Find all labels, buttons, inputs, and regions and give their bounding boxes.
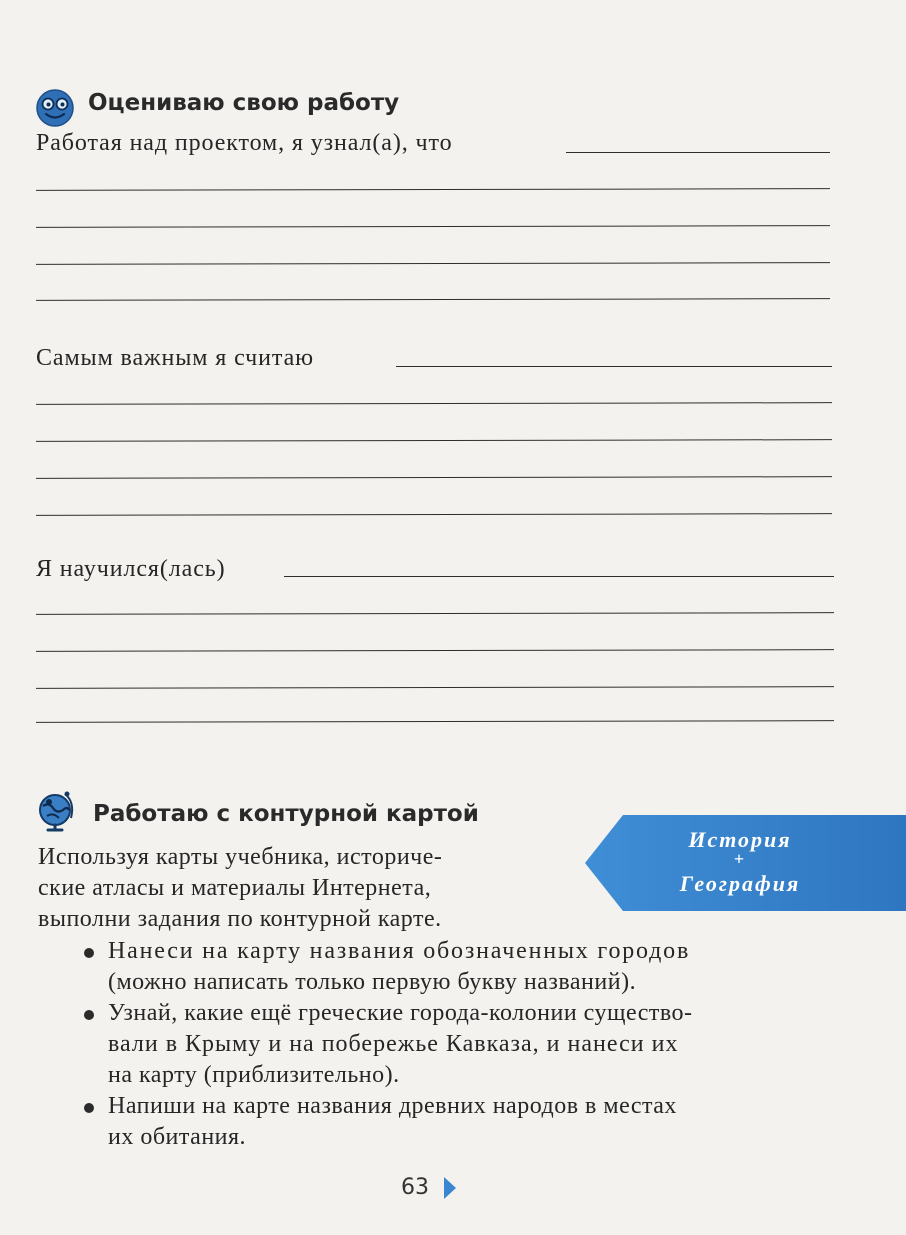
answer-line[interactable] xyxy=(36,686,834,689)
list-item xyxy=(84,1091,677,1153)
answer-line[interactable] xyxy=(284,576,834,577)
smiley-face-icon xyxy=(35,88,75,128)
bullet-dot xyxy=(84,1103,94,1113)
answer-line[interactable] xyxy=(36,225,830,228)
bullet-dot xyxy=(84,1010,94,1020)
prompt-learned-skill: Я научился(лась) xyxy=(36,556,226,582)
bullet-line: (можно написать только первую букву названий). xyxy=(108,969,637,995)
bullet-dot xyxy=(84,948,94,958)
bullet-line: вали в Крыму и на побережье Кавказа, и нанеси их xyxy=(108,1031,679,1057)
subject-badge xyxy=(585,815,906,911)
answer-line[interactable] xyxy=(36,188,830,191)
section2-icon xyxy=(35,788,79,834)
globe-icon xyxy=(35,788,79,834)
list-item xyxy=(84,936,690,998)
answer-line[interactable] xyxy=(566,152,830,153)
section1-icon xyxy=(35,88,75,128)
answer-line[interactable] xyxy=(36,402,832,405)
section1-title: Оцениваю свою работу xyxy=(88,90,400,116)
page-number: 63 xyxy=(401,1175,429,1200)
badge-plus: + xyxy=(733,849,747,869)
prompt-learned: Работая над проектом, я узнал(а), что xyxy=(36,130,453,156)
badge-line1: История xyxy=(688,827,792,852)
answer-line[interactable] xyxy=(396,366,832,367)
list-item xyxy=(84,998,693,1091)
prompt-most-important: Самым важным я считаю xyxy=(36,345,314,371)
intro-line: выполни задания по контурной карте. xyxy=(38,906,442,932)
bullet-line: Напиши на карте названия древних народов в местах xyxy=(108,1093,677,1119)
intro-line: Используя карты учебника, историче- xyxy=(38,844,443,870)
badge-line2: География xyxy=(679,871,801,896)
answer-line[interactable] xyxy=(36,649,834,652)
intro-line: ские атласы и материалы Интернета, xyxy=(38,875,432,901)
bullet-line: их обитания. xyxy=(108,1124,247,1150)
answer-line[interactable] xyxy=(36,476,832,479)
bullet-line: Нанеси на карту названия обозначенных городов xyxy=(108,938,691,964)
section2-title: Работаю с контурной картой xyxy=(93,801,479,827)
answer-line[interactable] xyxy=(36,298,830,301)
answer-line[interactable] xyxy=(36,720,834,723)
answer-line[interactable] xyxy=(36,439,832,442)
bullet-line: Узнай, какие ещё греческие города-колонии существо- xyxy=(108,1000,693,1026)
bullet-line: на карту (приблизительно). xyxy=(108,1062,400,1088)
next-page-arrow-icon xyxy=(443,1176,457,1200)
answer-line[interactable] xyxy=(36,612,834,615)
answer-line[interactable] xyxy=(36,262,830,265)
answer-line[interactable] xyxy=(36,513,832,516)
